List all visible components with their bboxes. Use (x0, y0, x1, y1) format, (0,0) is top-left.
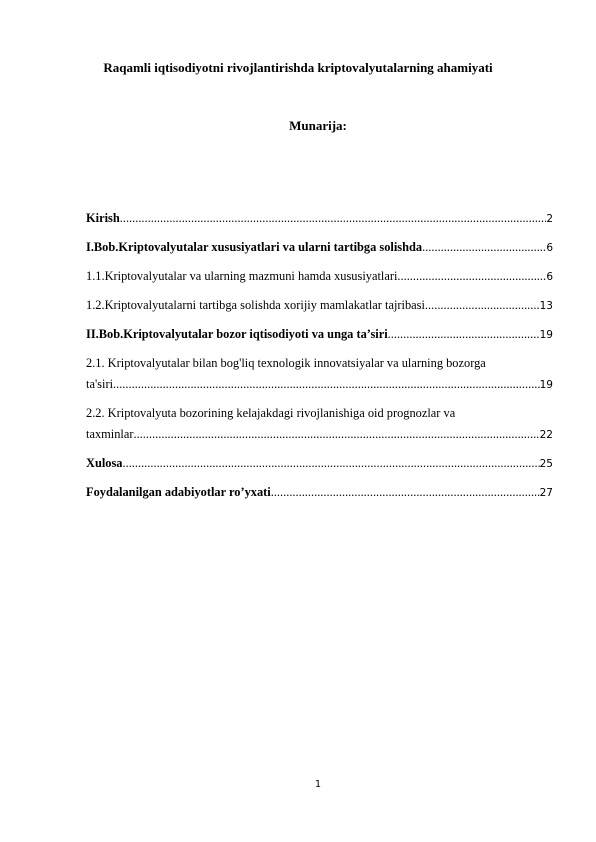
toc-entry-references[interactable] (86, 478, 553, 507)
toc-entry-chapter-1[interactable] (86, 233, 553, 262)
document-title: Raqamli iqtisodiyotni rivojlantirishda kriptovalyutalarning ahamiyati (103, 60, 493, 75)
toc-leader-dots (133, 424, 539, 445)
document-subtitle: Munarija: (289, 118, 347, 133)
toc-entry-page: 19 (539, 379, 553, 391)
toc-entry-text-continued: taxminlar (86, 427, 134, 441)
toc-leader-dots (120, 204, 547, 232)
toc-entry-page: 19 (539, 329, 553, 341)
toc-entry-page: 27 (539, 487, 553, 499)
toc-entry-text: II.Bob.Kriptovalyutalar bozor iqtisodiyoti va unga ta’siri (86, 327, 388, 341)
toc-entry-section-1-2[interactable] (86, 291, 553, 320)
toc-entry-text: 2.2. Kriptovalyuta bozorining kelajakdagi rivojlanishiga oid prognozlar va (86, 406, 456, 420)
page-number: 1 (314, 779, 322, 790)
toc-entry-text: Kirish (86, 211, 120, 225)
toc-entry-text-continued: ta'siri (86, 377, 114, 391)
table-of-contents (86, 204, 553, 507)
toc-leader-dots (271, 478, 540, 506)
toc-entry-text: 1.2.Kriptovalyutalarni tartibga solishda xorijiy mamlakatlar tajribasi (86, 298, 425, 312)
toc-entry-text: 2.1. Kriptovalyutalar bilan bog'liq texnologik innovatsiyalar va ularning bozorga (86, 356, 486, 370)
toc-entry-page: 22 (539, 429, 553, 441)
toc-leader-dots (397, 262, 546, 290)
toc-entry-text: 1.1.Kriptovalyutalar va ularning mazmuni hamda xususiyatlari (86, 269, 398, 283)
toc-leader-dots (123, 449, 540, 477)
toc-entry-text: I.Bob.Kriptovalyutalar xususiyatlari va ularni tartibga solishda (86, 240, 423, 254)
toc-entry-page: 2 (546, 213, 553, 225)
toc-entry-chapter-2[interactable] (86, 320, 553, 349)
toc-entry-section-2-1[interactable] (86, 349, 553, 399)
toc-entry-page: 13 (539, 300, 553, 312)
toc-entry-xulosa[interactable] (86, 449, 553, 478)
toc-leader-dots (425, 291, 540, 319)
toc-leader-dots (113, 374, 540, 395)
toc-entry-page: 6 (546, 271, 553, 283)
toc-entry-text: Xulosa (86, 456, 123, 470)
toc-entry-kirish[interactable] (86, 204, 553, 233)
toc-leader-dots (388, 320, 540, 348)
toc-entry-page: 25 (539, 458, 553, 470)
toc-entry-page: 6 (546, 242, 553, 254)
toc-leader-dots (422, 233, 546, 261)
toc-entry-section-2-2[interactable] (86, 399, 553, 449)
toc-entry-text: Foydalanilgan adabiyotlar ro’yxati (86, 485, 271, 499)
toc-entry-section-1-1[interactable] (86, 262, 553, 291)
